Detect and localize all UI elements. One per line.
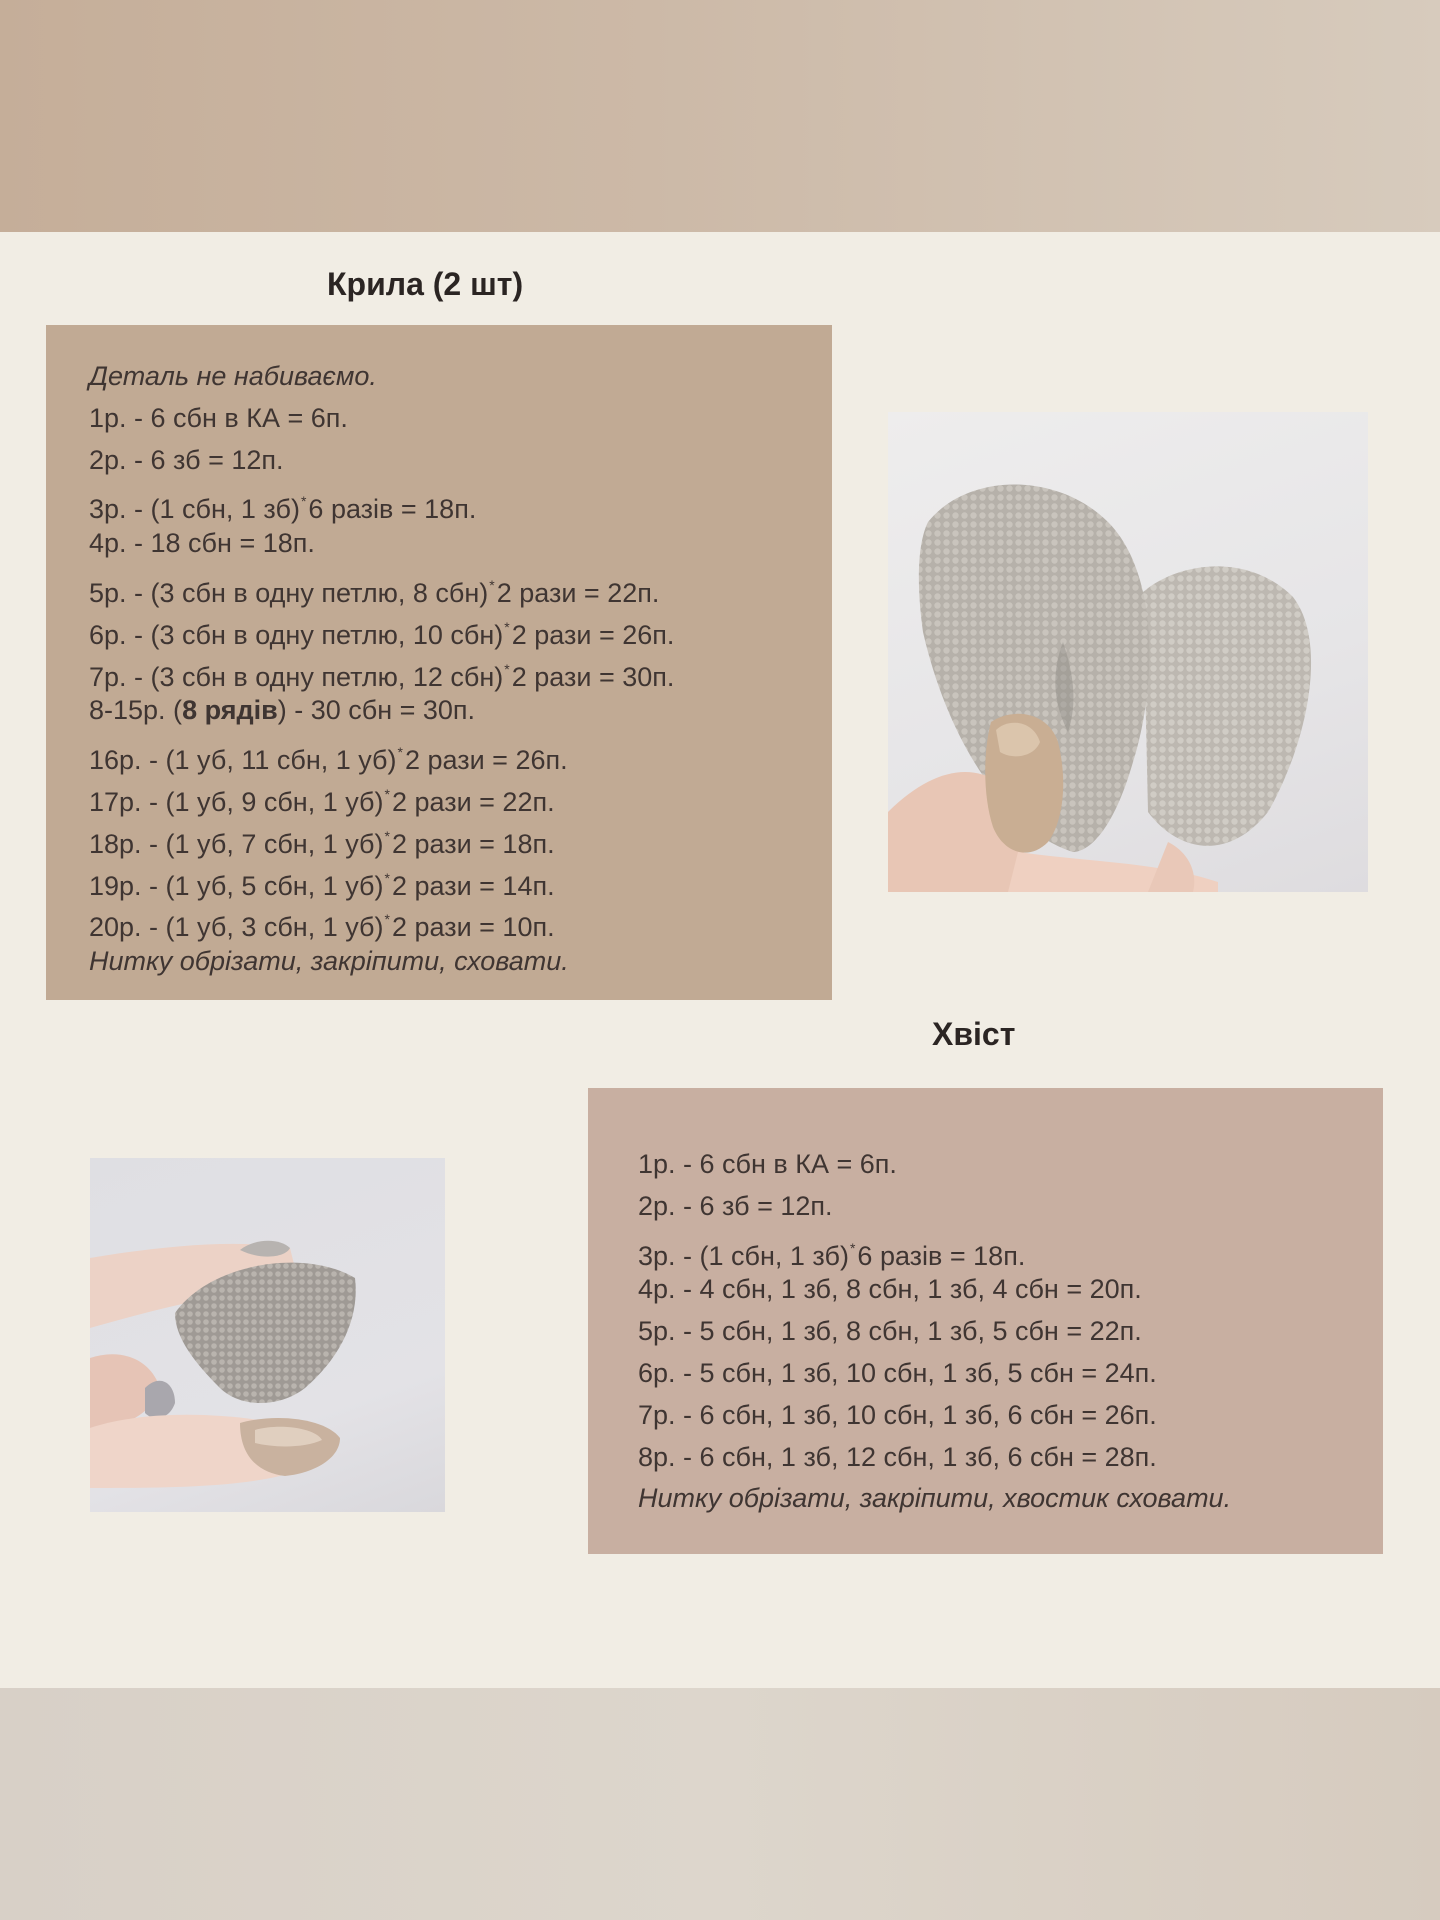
wings-row-repeat-mark: * (384, 827, 390, 844)
tail-row (638, 1395, 1383, 1437)
wings-row-pre: 16р. - (1 уб, 11 сбн, 1 уб) (89, 745, 397, 776)
wings-row (89, 481, 832, 523)
wings-row-repeat-mark: * (384, 869, 390, 886)
crochet-wing-illustration (888, 412, 1368, 892)
wings-row-bold: 8 рядів (182, 695, 278, 726)
wings-row-pre: 6р. - (3 сбн в одну петлю, 10 сбн) (89, 619, 504, 650)
tail-section-title: Хвіст (932, 1016, 1016, 1052)
tail-row-repeat-mark: * (849, 1239, 856, 1256)
wings-row-repeat-mark: * (384, 785, 390, 802)
wings-row-post: 2 рази = 26п. (404, 745, 568, 776)
wings-section-title: Крила (2 шт) (327, 266, 524, 302)
wings-row-pre: 20р. - (1 уб, 3 сбн, 1 уб) (89, 912, 384, 943)
wings-rows-list (89, 398, 832, 941)
wings-instructions-box (46, 325, 832, 1000)
wings-row-pre: 18р. - (1 уб, 7 сбн, 1 уб) (89, 828, 384, 859)
tail-row-pre: 5р. - 5 сбн, 1 зб, 8 сбн, 1 зб, 5 сбн = 22п. (638, 1316, 1142, 1347)
wings-row-post: 6 разів = 18п. (308, 494, 477, 525)
tail-row (638, 1186, 1383, 1228)
wings-row-repeat-mark: * (504, 660, 510, 677)
wings-row (89, 899, 832, 941)
wings-row-pre: 5р. - (3 сбн в одну петлю, 8 сбн) (89, 577, 489, 608)
wings-footer: Нитку обрізати, закріпити, сховати. (89, 946, 569, 977)
tail-row-pre: 3р. - (1 сбн, 1 зб) (638, 1240, 849, 1271)
wings-row (89, 774, 832, 816)
wings-row-pre: 7р. - (3 сбн в одну петлю, 12 сбн) (89, 661, 504, 692)
wings-row-pre: 1р. - 6 сбн в КА = 6п. (89, 402, 348, 433)
wings-row (89, 858, 832, 900)
wings-row-pre: 19р. - (1 уб, 5 сбн, 1 уб) (89, 870, 384, 901)
wings-row-post: 2 рази = 18п. (391, 828, 555, 859)
wings-row-post: ) - 30 сбн = 30п. (277, 695, 476, 726)
wing-photo (888, 412, 1368, 892)
tail-rows-list (638, 1144, 1383, 1478)
wings-row-repeat-mark: * (504, 618, 510, 635)
tail-row (638, 1228, 1383, 1270)
wings-row-post: 2 рази = 22п. (496, 577, 660, 608)
tail-row-post: 6 разів = 18п. (857, 1240, 1026, 1271)
wings-row (89, 440, 832, 482)
wings-row-pre: 3р. - (1 сбн, 1 зб) (89, 494, 300, 525)
wings-row (89, 523, 832, 565)
wings-row-post: 2 рази = 30п. (511, 661, 675, 692)
bottom-decor-band (0, 1688, 1440, 1920)
tail-footer: Нитку обрізати, закріпити, хвостик сховати. (638, 1483, 1232, 1514)
wings-row-pre: 2р. - 6 зб = 12п. (89, 444, 284, 475)
tail-row (638, 1311, 1383, 1353)
tail-row-pre: 7р. - 6 сбн, 1 зб, 10 сбн, 1 зб, 6 сбн = 26п. (638, 1399, 1157, 1430)
wings-row-repeat-mark: * (300, 493, 307, 510)
wings-row-pre: 4р. - 18 сбн = 18п. (89, 528, 315, 559)
tail-row (638, 1144, 1383, 1186)
top-decor-band (0, 0, 1440, 232)
crochet-tail-illustration (90, 1158, 445, 1512)
tail-row-pre: 6р. - 5 сбн, 1 зб, 10 сбн, 1 зб, 5 сбн = 24п. (638, 1357, 1157, 1388)
wings-row (89, 607, 832, 649)
tail-row (638, 1269, 1383, 1311)
wings-row-pre: 17р. - (1 уб, 9 сбн, 1 уб) (89, 786, 384, 817)
wings-row-post: 2 рази = 26п. (511, 619, 675, 650)
wings-row (89, 690, 832, 732)
wings-row-repeat-mark: * (489, 576, 495, 593)
tail-row (638, 1437, 1383, 1479)
wings-row (89, 816, 832, 858)
tail-instructions-box (588, 1088, 1383, 1554)
wings-row (89, 398, 832, 440)
tail-row-pre: 4р. - 4 сбн, 1 зб, 8 сбн, 1 зб, 4 сбн = 20п. (638, 1274, 1142, 1305)
wings-row-repeat-mark: * (397, 744, 403, 761)
tail-row-pre: 2р. - 6 зб = 12п. (638, 1190, 833, 1221)
wings-row-post: 2 рази = 22п. (391, 786, 555, 817)
wings-row-post: 2 рази = 10п. (391, 912, 555, 943)
wings-row (89, 732, 832, 774)
wings-row-post: 2 рази = 14п. (391, 870, 555, 901)
tail-photo (90, 1158, 445, 1512)
tail-row (638, 1353, 1383, 1395)
wings-row (89, 565, 832, 607)
wings-row-repeat-mark: * (384, 911, 390, 928)
wings-row-pre: 8-15р. ( (89, 695, 183, 726)
wings-note: Деталь не набиваємо. (89, 361, 377, 391)
tail-row-pre: 1р. - 6 сбн в КА = 6п. (638, 1149, 897, 1179)
tail-row-pre: 8р. - 6 сбн, 1 зб, 12 сбн, 1 зб, 6 сбн = 28п. (638, 1441, 1157, 1472)
wings-row (89, 649, 832, 691)
